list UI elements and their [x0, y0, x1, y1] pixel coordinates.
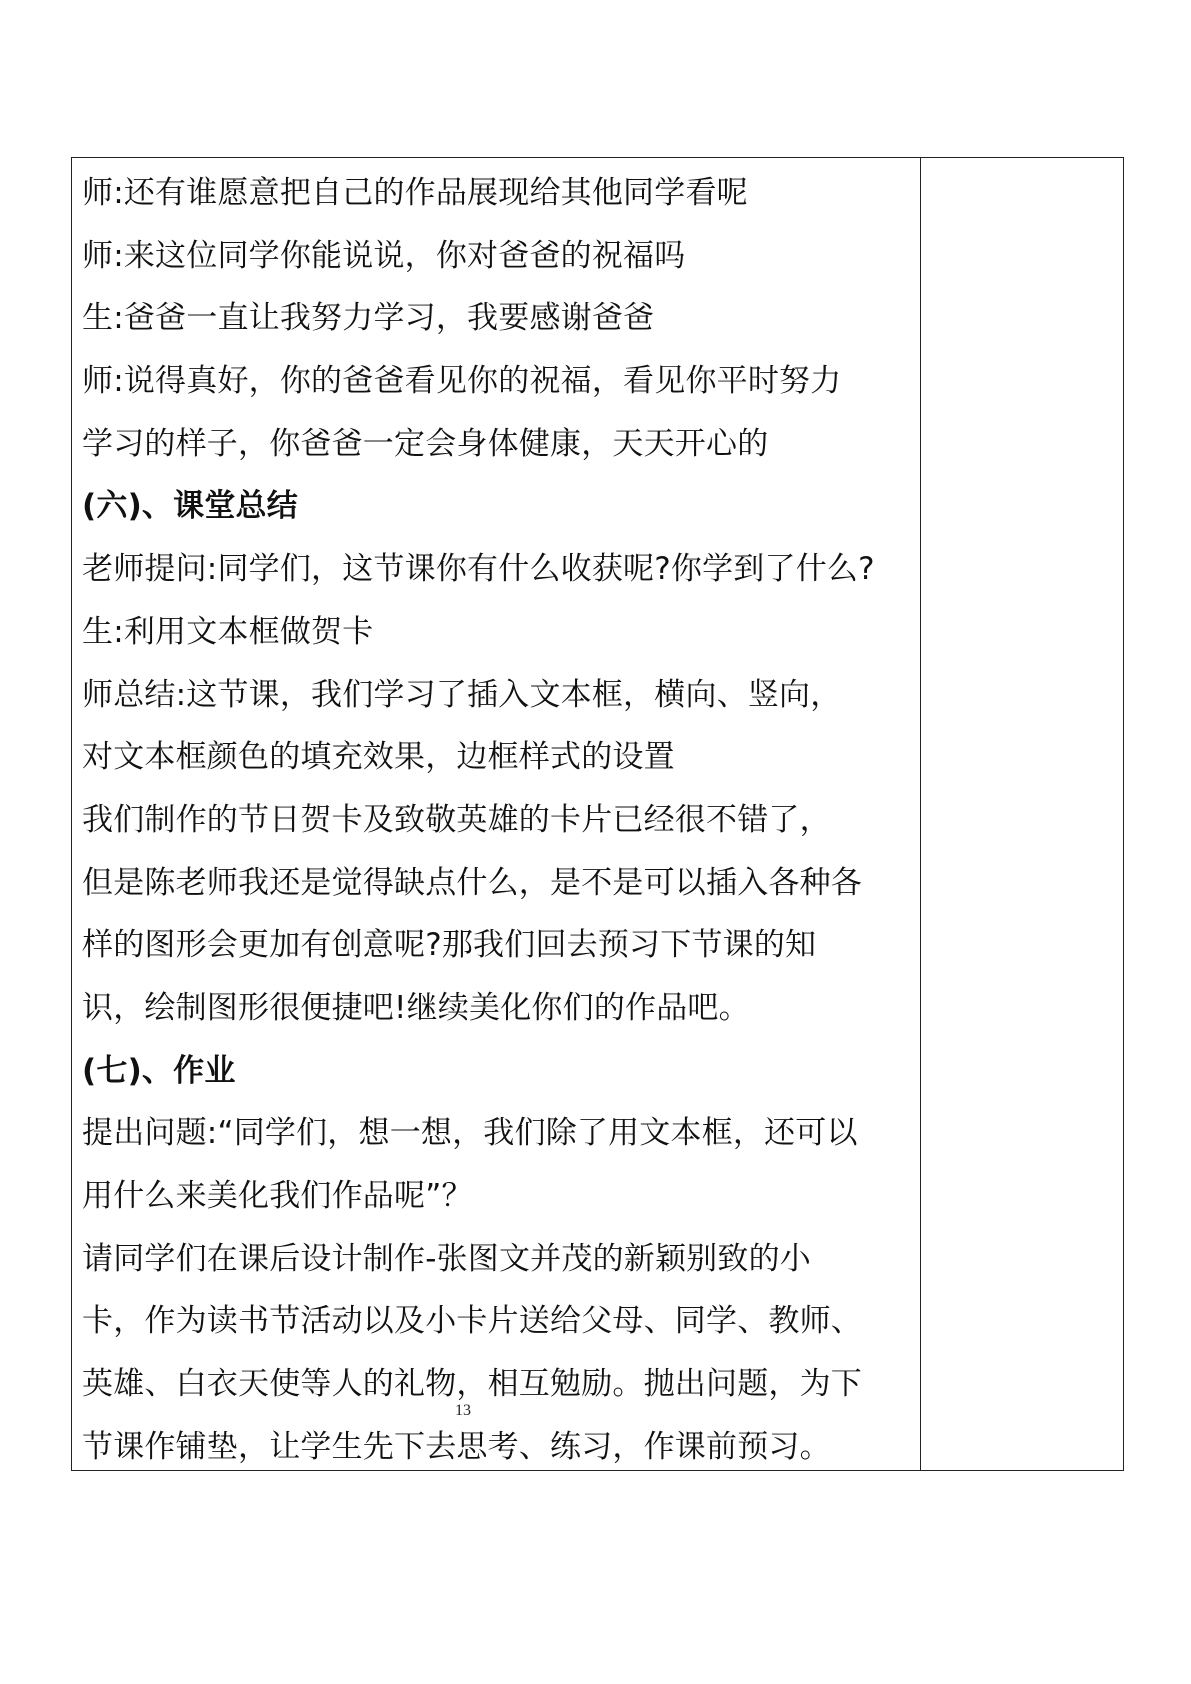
text-line: 师:来这位同学你能说说，你对爸爸的祝福吗	[82, 237, 686, 274]
text-line: 用什么来美化我们作品呢”？	[82, 1178, 473, 1214]
text-line: 对文本框颜色的填充效果，边框样式的设置	[82, 739, 675, 776]
page-number: 13	[455, 1402, 471, 1419]
text-line: 师总结:这节课，我们学习了插入文本框，横向、竖向，	[82, 676, 842, 713]
text-line: 英雄、白衣天使等人的礼物，相互勉励。抛出问题，为下	[82, 1366, 862, 1403]
text-line: 卡，作为读书节活动以及小卡片送给父母、同学、教师、	[82, 1303, 862, 1340]
text-line: 学习的样子，你爸爸一定会身体健康，天天开心的	[82, 425, 769, 462]
lesson-table	[71, 157, 1124, 1471]
notes-cell	[922, 158, 1122, 1470]
lesson-content-cell	[82, 162, 916, 1465]
column-divider	[920, 158, 921, 1470]
text-line: 老师提问:同学们，这节课你有什么收获呢?你学到了什么?	[82, 551, 875, 588]
text-line: 师:还有谁愿意把自己的作品展现给其他同学看呢	[82, 175, 748, 211]
text-line: 生:利用文本框做贺卡	[82, 613, 374, 650]
text-line: 但是陈老师我还是觉得缺点什么，是不是可以插入各种各	[82, 864, 862, 901]
text-line: 提出问题:“同学们，想一想，我们除了用文本框，还可以	[82, 1115, 858, 1152]
text-line: 请同学们在课后设计制作-张图文并茂的新颖别致的小	[82, 1240, 811, 1277]
text-line: 我们制作的节日贺卡及致敬英雄的卡片已经很不错了，	[82, 801, 831, 838]
section-heading: (七)、作业	[82, 1052, 236, 1089]
text-line: 识，绘制图形很便捷吧!继续美化你们的作品吧。	[82, 989, 750, 1026]
text-line: 节课作铺垫，让学生先下去思考、练习，作课前预习。	[82, 1428, 831, 1465]
text-line: 生:爸爸一直让我努力学习，我要感谢爸爸	[82, 300, 655, 337]
text-line: 师:说得真好，你的爸爸看见你的祝福，看见你平时努力	[82, 363, 842, 400]
text-line: 样的图形会更加有创意呢?那我们回去预习下节课的知	[82, 927, 817, 964]
section-heading: (六)、课堂总结	[82, 488, 298, 525]
